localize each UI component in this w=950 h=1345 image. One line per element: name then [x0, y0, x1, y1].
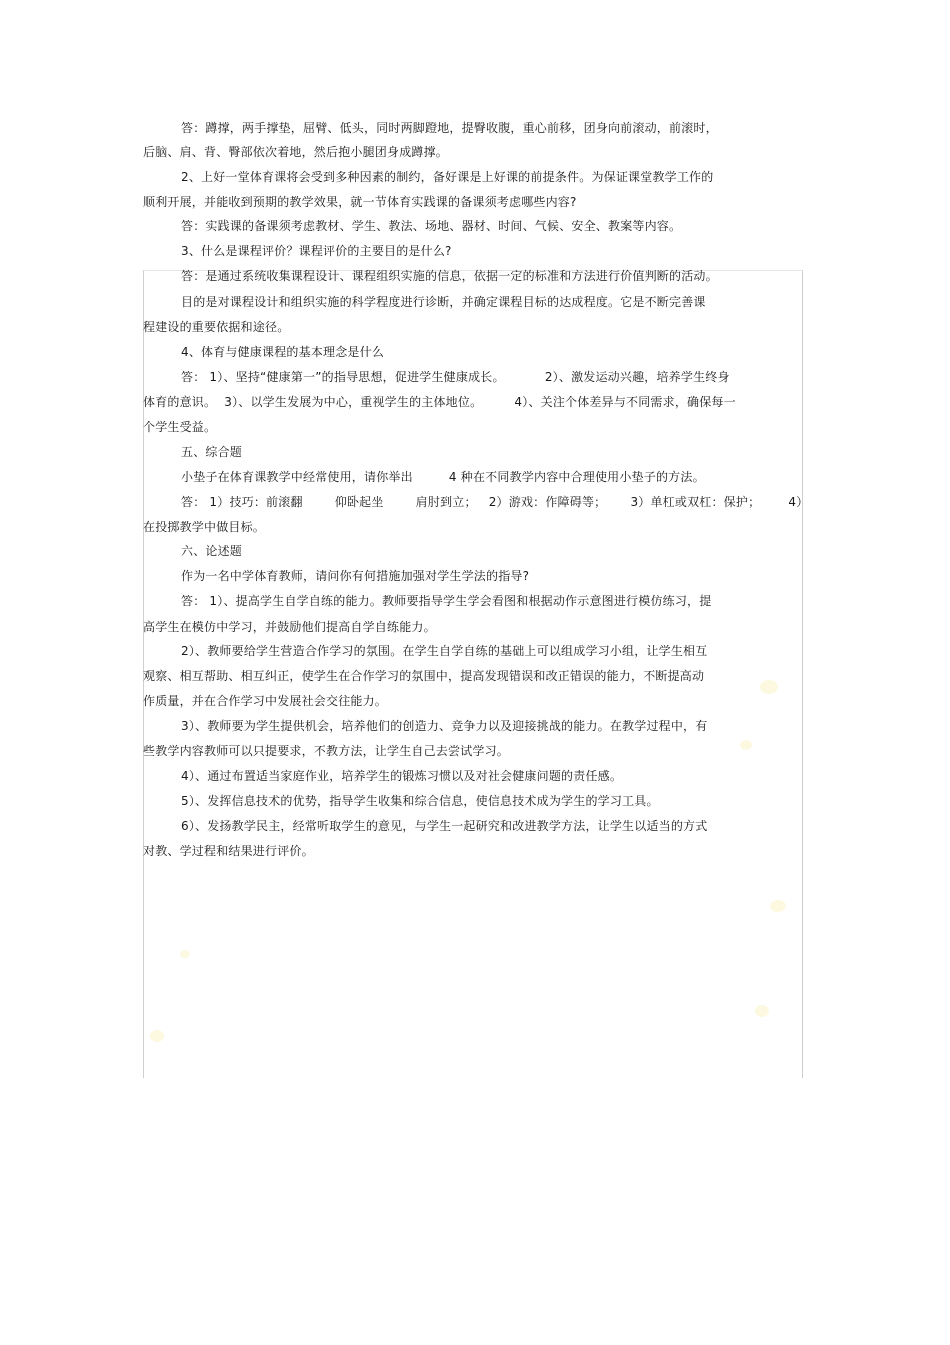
text-line: 对教、学过程和结果进行评价。 [143, 844, 314, 858]
text-line: 3、什么是课程评价？课程评价的主要目的是什么? [181, 244, 452, 258]
text-line: 4）、通过布置适当家庭作业，培养学生的锻炼习惯以及对社会健康问题的责任感。 [181, 769, 623, 783]
text-line: 体育的意识。 3）、以学生发展为中心，重视学生的主体地位。 4）、关注个体差异与不同需求，确保每一 [143, 395, 736, 409]
text-line: 小垫子在体育课教学中经常使用，请你举出 4 种在不同教学内容中合理使用小垫子的方法。 [181, 470, 705, 484]
text-line: 2）、教师要给学生营造合作学习的氛围。在学生自学自练的基础上可以组成学习小组，让学生相互 [181, 644, 708, 658]
background-speck [760, 680, 778, 694]
text-line: 答：实践课的备课须考虑教材、学生、教法、场地、器材、时间、气候、安全、教案等内容。 [181, 219, 682, 233]
text-line: 五、综合题 [181, 445, 243, 459]
text-line: 观察、相互帮助、相互纠正，使学生在合作学习的氛围中，提高发现错误和改正错误的能力，不断提高动 [143, 669, 705, 683]
text-line: 作为一名中学体育教师，请问你有何措施加强对学生学法的指导? [181, 569, 530, 583]
text-line: 答：是通过系统收集课程设计、课程组织实施的信息，依据一定的标准和方法进行价值判断的活动。 [181, 269, 718, 283]
text-line: 顺利开展，并能收到预期的教学效果，就一节体育实践课的备课须考虑哪些内容? [143, 195, 577, 209]
text-line: 些教学内容教师可以只提要求，不教方法，让学生自己去尝试学习。 [143, 744, 510, 758]
text-line: 答： 1）技巧：前滚翻 仰卧起坐 肩肘到立； 2）游戏：作障碍等； 3）单杠或双杠：保护； 4） [181, 495, 809, 509]
text-line: 答： 1）、提高学生自学自练的能力。教师要指导学生学会看图和根据动作示意图进行模仿练习，提 [181, 594, 712, 608]
text-line: 6）、发扬教学民主，经常听取学生的意见，与学生一起研究和改进教学方法，让学生以适当的方式 [181, 819, 708, 833]
background-speck [180, 950, 190, 958]
background-speck [770, 900, 786, 912]
text-line: 在投掷教学中做目标。 [143, 520, 266, 534]
text-line: 答：蹲撑，两手撑垫，屈臂、低头，同时两脚蹬地，提臀收腹，重心前移，团身向前滚动，前滚时， [181, 121, 718, 135]
text-line: 程建设的重要依据和途径。 [143, 320, 290, 334]
text-line: 作质量，并在合作学习中发展社会交往能力。 [143, 694, 388, 708]
text-line: 后脑、肩、背、臀部依次着地，然后抱小腿团身成蹲撑。 [143, 145, 449, 159]
text-line: 2、上好一堂体育课将会受到多种因素的制约，备好课是上好课的前提条件。为保证课堂教学工作的 [181, 170, 714, 184]
text-line: 5）、发挥信息技术的优势，指导学生收集和综合信息，使信息技术成为学生的学习工具。 [181, 794, 659, 808]
text-line: 个学生受益。 [143, 420, 217, 434]
text-line: 3）、教师要为学生提供机会，培养他们的创造力、竞争力以及迎接挑战的能力。在教学过程中，有 [181, 719, 708, 733]
background-speck [150, 1030, 164, 1042]
text-line: 答： 1）、坚持“健康第一”的指导思想，促进学生健康成长。 2）、激发运动兴趣，培养学生终身 [181, 370, 730, 384]
text-line: 高学生在模仿中学习，并鼓励他们提高自学自练能力。 [143, 620, 436, 634]
text-line: 4、体育与健康课程的基本理念是什么 [181, 345, 385, 359]
background-speck [755, 1005, 769, 1017]
text-line: 目的是对课程设计和组织实施的科学程度进行诊断，并确定课程目标的达成程度。它是不断完善课 [181, 295, 706, 309]
background-speck [740, 740, 752, 750]
text-line: 六、论述题 [181, 544, 243, 558]
